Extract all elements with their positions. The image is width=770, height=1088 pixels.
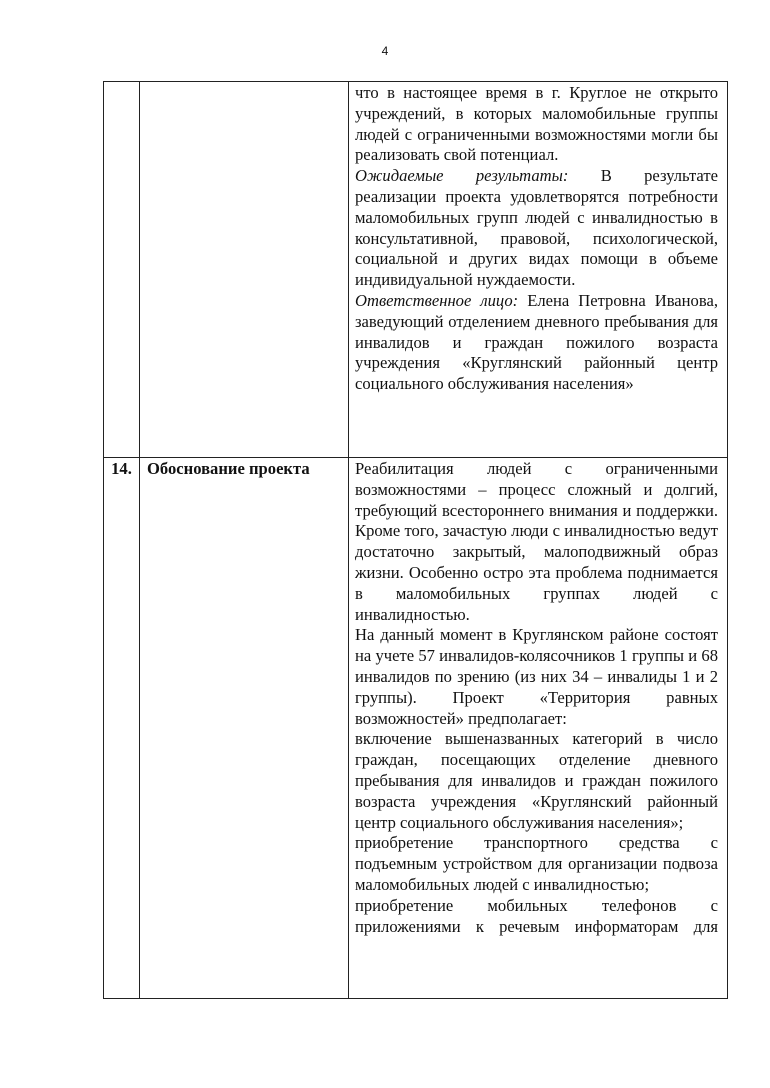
table-row (104, 82, 728, 458)
row-number-cell: 14. (104, 458, 140, 999)
expected-results-paragraph (355, 166, 718, 291)
paragraph: что в настоящее время в г. Круглое не открыто учреждений, в которых маломобильные группы людей с ограниченными возможностями могли бы реализовать свой потенциал. (355, 83, 718, 165)
responsible-person-label: Ответственное лицо: (355, 290, 519, 310)
page-number: 4 (381, 44, 389, 58)
expected-results-label: Ожидаемые результаты: (355, 166, 569, 186)
row-label-cell (140, 82, 349, 458)
expected-results-text: В результате реализации проекта удовлетворятся потребности маломобильных групп людей с инвалидностью в консультативной, правовой, психологической, социальной и других видах помощи в объеме индивидуальной нуждаемости. (355, 166, 718, 290)
row-number-cell (104, 82, 140, 458)
row-content-cell (349, 82, 728, 458)
responsible-person-paragraph (355, 291, 718, 395)
paragraph: приобретение транспортного средства с подъемным устройством для организации подвоза маломобильных людей с инвалидностью; (355, 833, 718, 894)
paragraph: приобретение мобильных телефонов с приложениями к речевым информаторам для (355, 895, 718, 936)
row-content-cell (349, 458, 728, 999)
row-label-cell: Обоснование проекта (140, 458, 349, 999)
paragraph: включение вышеназванных категорий в число граждан, посещающих отделение дневного пребывания для инвалидов и граждан пожилого возраста учреждения «Круглянский районный центр социального обслуживания населения»; (355, 729, 718, 832)
table-row (104, 458, 728, 999)
project-table (103, 81, 728, 999)
responsible-person-text: Елена Петровна Иванова, заведующий отделением дневного пребывания для инвалидов и граждан пожилого возраста учреждения «Круглянский районный центр социального обслуживания населения» (355, 290, 718, 394)
paragraph: На данный момент в Круглянском районе состоят на учете 57 инвалидов-колясочников 1 группы и 68 инвалидов по зрению (из них 34 – инвалиды 1 и 2 группы). Проект «Территория равных возможностей» предполагает: (355, 625, 718, 728)
paragraph: Реабилитация людей с ограниченными возможностями – процесс сложный и долгий, требующий всестороннего внимания и поддержки. Кроме того, зачастую люди с инвалидностью ведут достаточно закрытый, малоподвижный образ жизни. Особенно остро эта проблема поднимается в маломобильных группах людей с инвалидностью. (355, 459, 718, 624)
